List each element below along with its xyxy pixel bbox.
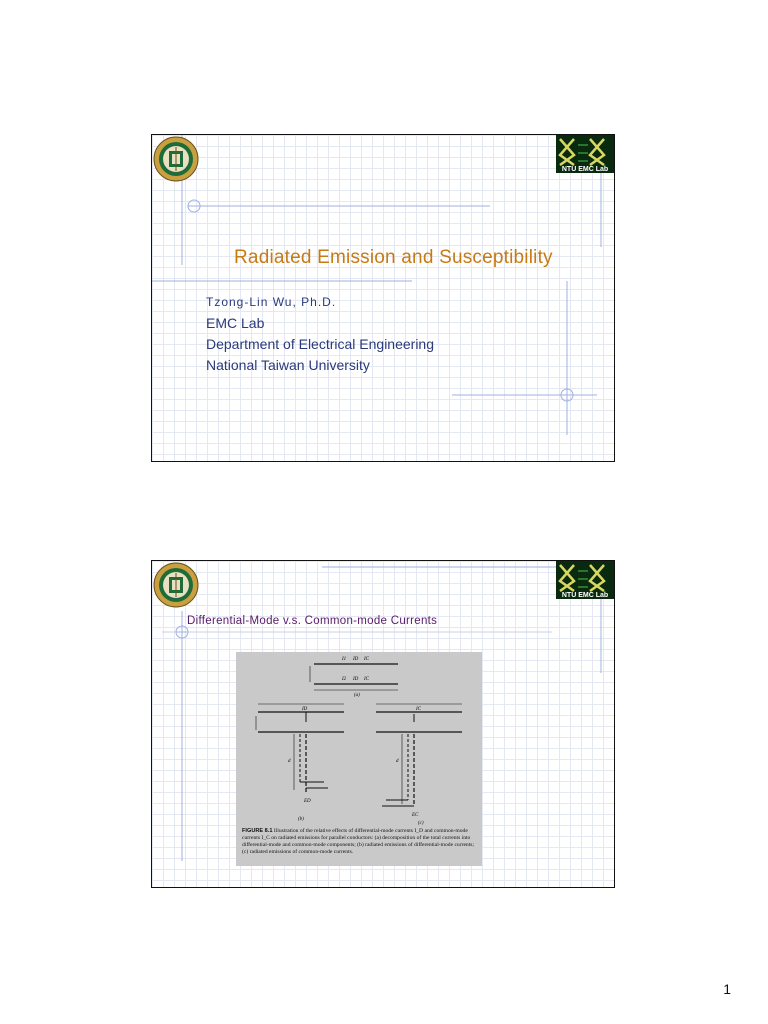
emc-lab-logo-icon xyxy=(556,561,614,599)
affiliation-lab: EMC Lab xyxy=(206,315,265,331)
current-label-id: ID xyxy=(302,707,308,712)
svg-text:NTU EMC Lab: NTU EMC Lab xyxy=(561,592,609,599)
panel-label-b: (b) xyxy=(298,817,304,822)
dimension-label-d: d xyxy=(396,759,399,764)
page-number: 1 xyxy=(723,981,731,997)
current-label-i2: I2 xyxy=(342,677,347,682)
crosshair-circle-icon xyxy=(188,200,200,212)
affiliation-university: National Taiwan University xyxy=(206,357,370,373)
ntu-seal-icon xyxy=(152,135,200,183)
ntu-seal-icon xyxy=(152,561,200,609)
panel-label-a: (a) xyxy=(354,693,360,698)
svg-text:NTU EMC Lab: NTU EMC Lab xyxy=(561,166,609,173)
slide-title xyxy=(151,134,615,462)
figure-caption-label: FIGURE 8.1 xyxy=(242,828,273,834)
field-label-ed: ED xyxy=(304,799,311,804)
affiliation-department: Department of Electrical Engineering xyxy=(206,336,435,352)
figure-caption-text: Illustration of the relative effects of differential-mode currents I_D and common-mode currents I_C on radiated emissions for parallel conductors: (a) decomposition of the total currents into differential-mode and common-mode components; (b) radiated emissions of differential-mode currents; (c) radiated emissions of common-mode currents. xyxy=(242,828,475,855)
figure-diagram xyxy=(236,652,482,828)
current-label-id: ID xyxy=(353,677,359,682)
dimension-label-d: d xyxy=(288,759,291,764)
current-label-i1: I1 xyxy=(342,657,347,662)
emc-lab-logo-icon xyxy=(556,135,614,173)
slide-title-text: Radiated Emission and Susceptibility xyxy=(234,247,553,268)
current-label-ic: IC xyxy=(364,657,369,662)
figure-dm-cm-illustration xyxy=(236,652,482,866)
author-name: Tzong-Lin Wu, Ph.D. xyxy=(206,295,337,309)
figure-caption xyxy=(242,828,478,856)
field-label-ec: EC xyxy=(412,813,419,818)
panel-label-c: (c) xyxy=(418,821,424,826)
current-label-id: ID xyxy=(353,657,359,662)
slide-dm-cm-currents xyxy=(151,560,615,888)
current-label-ic: IC xyxy=(416,707,421,712)
slide-title-text: Differential-Mode v.s. Common-mode Currents xyxy=(187,615,438,627)
current-label-ic: IC xyxy=(364,677,369,682)
